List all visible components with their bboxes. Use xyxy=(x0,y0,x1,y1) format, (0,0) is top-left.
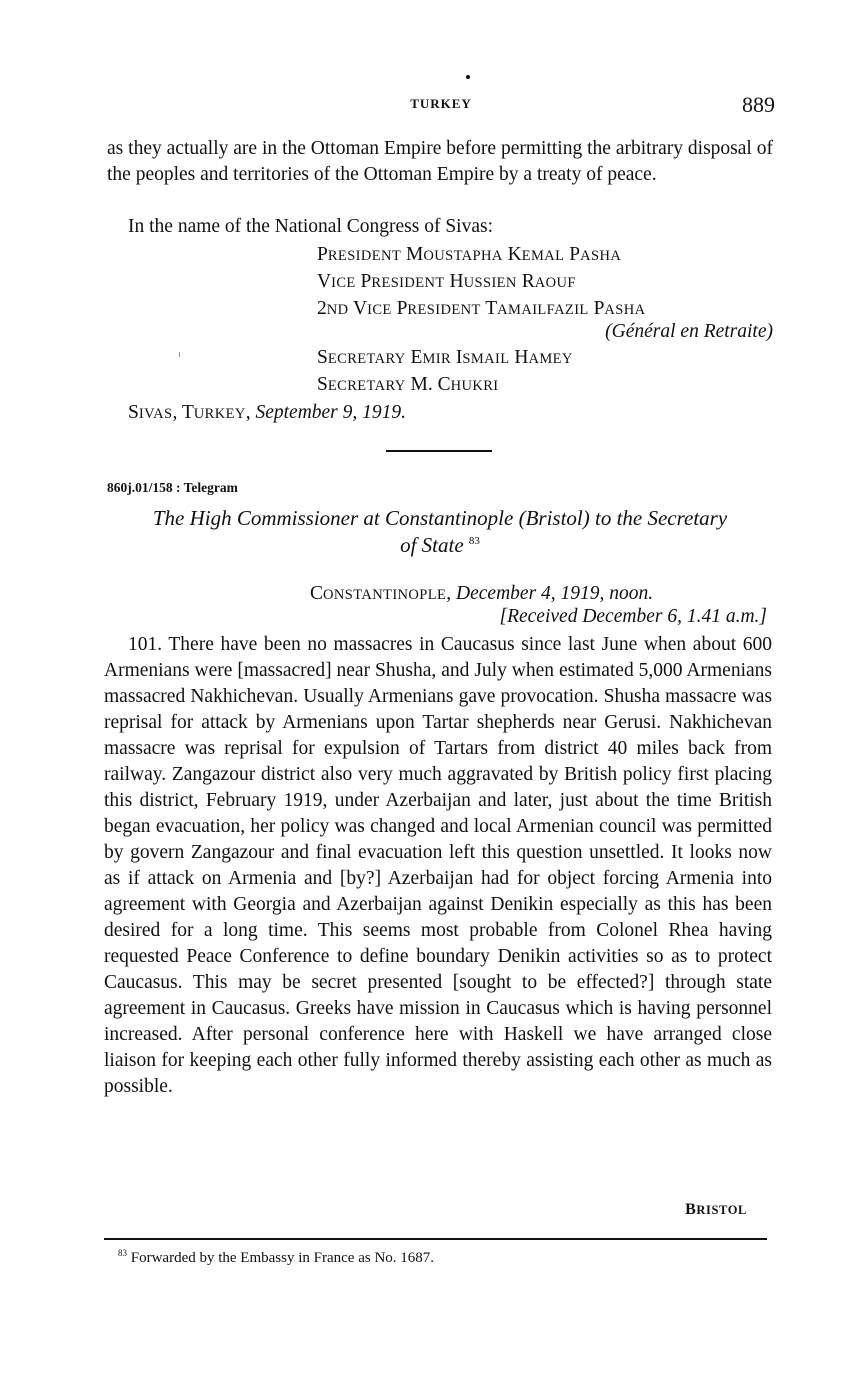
telegram-dateline: CONSTANTINOPLE, December 4, 1919, noon. xyxy=(310,583,654,604)
secretary-list xyxy=(317,345,573,399)
signatory-list xyxy=(317,242,646,323)
file-number: 860j.01/158 : Telegram xyxy=(107,480,238,495)
signatories-intro: In the name of the National Congress of Sivas: xyxy=(128,216,494,237)
heading-footnote-ref: 83 xyxy=(468,535,480,547)
rank-note: (Général en Retraite) xyxy=(605,321,773,342)
page-number: 889 xyxy=(742,92,775,117)
footnote-rule xyxy=(104,1238,767,1240)
document-heading xyxy=(107,505,773,559)
continuation-paragraph: as they actually are in the Ottoman Empire before permitting the arbitrary disposal of the peoples and territories of the Ottoman Empire by a treaty of peace. xyxy=(107,138,773,185)
secretary-chukri: SECRETARY M. CHUKRI xyxy=(317,374,499,395)
running-title: TURKEY xyxy=(410,96,472,111)
telegram-body xyxy=(104,632,772,1100)
secretary-hamey: SECRETARY EMIR ISMAIL HAMEY xyxy=(317,347,573,368)
stray-dot xyxy=(466,75,470,79)
footnote-text: Forwarded by the Embassy in France as No. 1687. xyxy=(130,1250,435,1266)
stray-mark xyxy=(179,352,180,357)
signoff: BRISTOL xyxy=(685,1201,747,1218)
footnote xyxy=(118,1248,434,1267)
telegram-paragraph: 101. There have been no massacres in Caucasus since last June when about 600 Armenians were [massacred] near Shusha, and July when estimated 5,000 Armenians massacred Nakhichevan. Usually Armenians gave provocation. Shusha massacre was reprisal for attack by Armenians upon Tartar shepherds near Gerusi. Nakhichevan massacre was reprisal for expulsion of Tartars from district 40 miles back from railway. Zangazour district also very much aggravated by British policy first placing this district, February 1919, under Azerbaijan and later, just about the time British began evacuation, her policy was changed and local Armenian council was permitted by govern Zangazour and final evacuation left this question unsettled. It looks now as if attack on Armenia and [by?] Azerbaijan had for object forcing Armenia into agreement with Georgia and Azerbaijan against Denikin especially as this has been desired for a long time. This seems most probable from Colonel Rhea having requested Peace Conference to define boundary Denikin activities so as to protect Caucasus. This may be secret presented [sought to be effected?] through state agreement in Caucasus. Greeks have mission in Caucasus which is having personnel increased. After personal conference here with Haskell we have arranged close liaison for keeping each other fully informed thereby assisting each other as much as possible. xyxy=(104,634,772,1097)
signatory-president: PRESIDENT MOUSTAPHA KEMAL PASHA xyxy=(317,244,622,265)
document-heading-line1: The High Commissioner at Constantinople (Bristol) to the Secretary xyxy=(152,506,728,530)
document-heading-line2: of State $^{83}$ xyxy=(400,533,480,557)
signatory-second-vice-president: 2ND VICE PRESIDENT TAMAILFAZIL PASHA xyxy=(317,298,646,319)
sivas-date: September 9, 1919. xyxy=(255,402,407,423)
section-divider xyxy=(386,450,492,452)
footnote-marker: 83 xyxy=(118,1248,127,1258)
received-line: [Received December 6, 1.41 a.m.] xyxy=(499,606,767,627)
signatory-vice-president: VICE PRESIDENT HUSSIEN RAOUF xyxy=(317,271,576,292)
sivas-dateline: SIVAS, TURKEY, September 9, 1919. xyxy=(128,402,407,423)
running-header xyxy=(107,92,775,120)
